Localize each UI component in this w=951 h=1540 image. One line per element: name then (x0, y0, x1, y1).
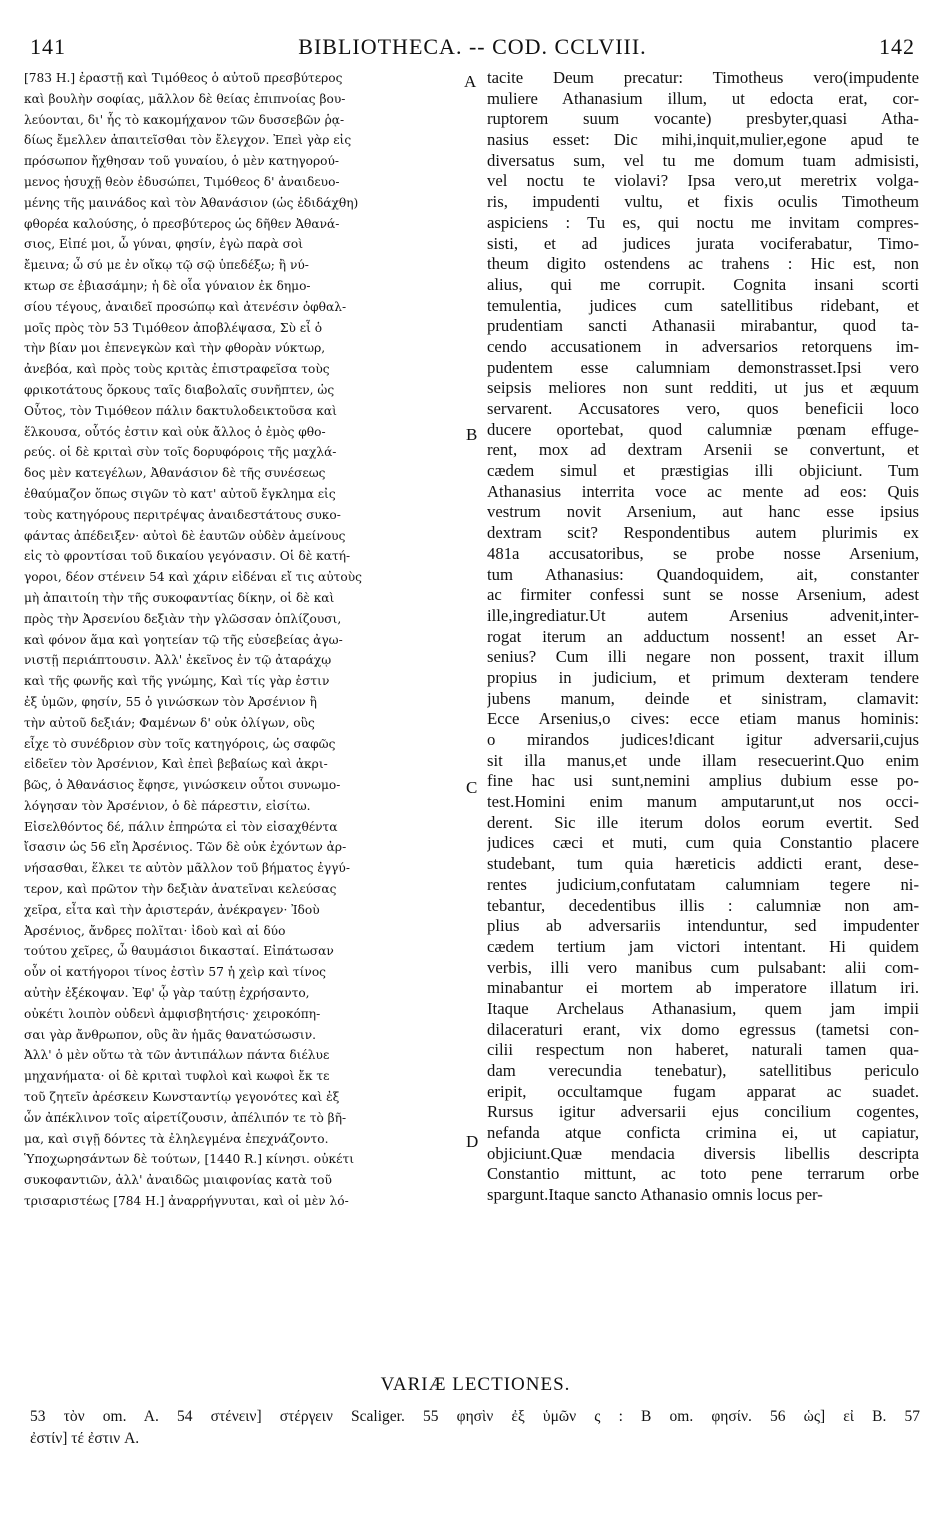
greek-text-line: μένης τῆς μαινάδος καὶ τὸν Ἀθανάσιον (ὡς ἐδιδάχθη) (24, 195, 359, 210)
latin-text-line: ris, impudenti vultu, et fixis oculis Timotheum (487, 192, 919, 212)
greek-text-line: νήσασθαι, ἕλκει τε αὐτὸν μᾶλλον τοῦ βήματος ἐγγύ- (24, 861, 350, 876)
greek-text-line: ἔμεινα; ὦ σύ με ἐν οἴκῳ τῷ σῷ ὑπεδέξω; ἢ νύ- (24, 258, 309, 273)
margin-marker-a: A (464, 72, 477, 91)
latin-text-line: temulentia, judices cum satellitibus ridebant, et (487, 295, 919, 315)
greek-text-line: πρὸς τὴν Ἀρσενίου δεξιὰν τὴν γλῶσσαν ὁπλίζουσι, (24, 611, 342, 626)
greek-text-line: Εἰσελθόντος δέ, πάλιν ἐπηρώτα εἰ τὸν εἰσαχθέντα (24, 819, 338, 834)
greek-text-line: μὴ ἀπαιτοίη τὴν τῆς συκοφαντίας δίκην, οἱ δὲ καὶ (24, 590, 335, 605)
greek-text-line: ὧν ἀπέκλινον τοῖς αἱρετίζουσιν, ἀπέλιπόν τε τὸ βῆ- (24, 1110, 347, 1125)
latin-text-line: rogat iterum an adductum nossent! an esset Ar- (487, 626, 919, 646)
latin-text-line: derent. Sic ille iterum dolos eorum evertit. Sed (487, 812, 919, 832)
latin-text-line: 481a accusatoribus, se probe nosse Arsenium, (487, 543, 919, 563)
variae-line-1: 53 τὸν om. A. 54 στένειν] στέργειν Scaliger. 55 φησὶν ἐξ ὑμῶν ς : B om. φησίν. 56 ὡς] εἰ B. 57 (30, 1408, 920, 1425)
greek-text-line: Ἀρσένιος, ἄνδρες πολῖται· ἰδοὺ καὶ αἱ δύο (24, 923, 286, 938)
greek-text-line: μηχανήματα· οἱ δὲ κριταὶ τυφλοὶ καὶ κωφοὶ ἔκ τε (24, 1069, 330, 1084)
greek-text-line: ἴσασιν ὡς 56 εἴη Ἀρσένιος. Τῶν δὲ οὐκ ἐχόντων ἀρ- (24, 840, 347, 855)
latin-text-line: fine hac usi sunt,nemini amplius dubium esse po- (487, 771, 919, 791)
latin-text-line: servarent. Accusatores vero, quos beneficii loco (487, 399, 919, 418)
latin-text-line: cilii respectum non haberet, naturali tamen qua- (487, 1040, 919, 1060)
greek-text-line: [783 H.] ἐραστῇ καὶ Τιμόθεος ὁ αὐτοῦ πρεσβύτερος (24, 71, 343, 85)
latin-text-line: sit illa manus,et unde illam resecuerint.Quo enim (487, 750, 919, 770)
greek-text-line: λεύονται, δι' ἧς τὸ κακομήχανον τῶν δυσσεβῶν ῥᾳ- (24, 112, 345, 127)
greek-text-line: τὴν βίαν μοι ἐπενεγκὼν καὶ τὴν φθορὰν νύκτωρ, (24, 341, 326, 356)
greek-text-line: καὶ τῆς φωνῆς καὶ τῆς γνώμης, Καὶ τίς γὰρ ἐστιν (24, 674, 330, 689)
page-number-left: 141 (30, 34, 66, 59)
greek-text-line: χεῖρα, εἶτα καὶ τὴν ἀριστεράν, ἀνέκραγεν· Ἰδοὺ (24, 902, 320, 917)
latin-text-line: sisti, et ad judices jurata vociferabatur, Timo- (487, 233, 919, 253)
latin-text-line: rentes judicium,confutatam calumniam tegere ni- (487, 874, 919, 894)
greek-text-line: βῶς, ὁ Ἀθανάσιος ἔφησε, γινώσκειν οὗτοι συνωμο- (24, 778, 341, 793)
variae-line-2: ἐστίν] τέ ἐστιν A. (30, 1430, 140, 1447)
greek-text-line: οὐκέτι λοιπὸν οὐδενὶ ἀμφισβητήσις· χειροκόπη- (24, 1006, 321, 1021)
greek-text-line: αὐτὴν ἐξέκοψαν. Ἐφ' ᾧ γὰρ ταύτῃ ἐχρήσαντο, (24, 986, 310, 1001)
latin-text-line: minabantur ei mortem ab imperatore illatum iri. (487, 978, 919, 998)
greek-text-line: μενος ἡσυχῇ θεὸν ἐδυσώπει, Τιμόθεος δ' ἀναιδευο- (24, 174, 340, 189)
greek-text-column (24, 68, 460, 1370)
latin-text-line: jubens manum, deinde et sinistram, clamavit: (487, 688, 919, 708)
greek-text-line: τρισαριστέως [784 H.] ἀναρρήγνυται, καὶ οἱ μὲν λό- (24, 1194, 349, 1209)
margin-marker-b: B (466, 425, 478, 444)
latin-text-line: cendo accusationem in adversarios retorquens im- (487, 336, 919, 356)
latin-text-line: aspiciens : Tu es, qui noctu me invitam compres- (487, 212, 919, 232)
variae-lectiones-heading: VARIÆ LECTIONES. (380, 1374, 571, 1395)
greek-text-line: φρικοτάτους ὅρκους ταῖς διαβολαῖς συνῆπτεν, ὡς (24, 382, 335, 397)
latin-text-line: pudentem esse calumniam demonstrasset.Ipsi vero (487, 357, 919, 377)
latin-text-line: dilaceraturi erant, vix domo egressus (tametsi con- (487, 1019, 919, 1039)
latin-text-line: propius in judicium, et primum dexteram tendere (487, 667, 919, 687)
greek-text-line: τερον, καὶ πρῶτον τὴν δεξιὰν ἀνατεῖναι κελεύσας (24, 882, 337, 897)
latin-text-line: tum Athanasius: Quandoquidem, ait, constanter (487, 564, 919, 584)
margin-marker-d: D (466, 1132, 479, 1151)
latin-text-line: o mirandos judices!dicant igitur adversarii,cujus (487, 730, 919, 749)
greek-text-line: Οὗτος, τὸν Τιμόθεον πάλιν δακτυλοδεικτοῦσα καὶ (24, 403, 337, 418)
latin-text-line: rent, mox ad dextram Arsenii se convertunt, et (487, 440, 919, 460)
latin-text-line: ac firmiter confessi sunt se nosse Arsenium, adest (487, 585, 919, 605)
greek-text-line: λόγησαν τὸν Ἀρσένιον, ὁ δὲ πάρεστιν, εἰσίτω. (24, 798, 311, 813)
greek-text-line: τοῦ ζητεῖν ἀρέσκειν Κωνσταντίῳ γεγονότες καὶ ἐξ (24, 1090, 340, 1105)
greek-text-line: Ὑποχωρησάντων δὲ τούτων, [1440 R.] κίνησι. οὐκέτι (24, 1152, 354, 1167)
greek-text-line: ἀνεβόα, καὶ πρὸς τοὺς κριτὰς ἐπιστραφεῖσα τοὺς (24, 362, 330, 377)
greek-text-line: πρόσωπον ἤχθησαν τοῦ γυναίου, ὁ μὲν κατηγορού- (24, 154, 340, 169)
greek-text-line: εἰδεῖεν τὸν Ἀρσένιον, Καὶ ἐπεὶ βεβαίως καὶ ἀκρι- (24, 757, 328, 772)
latin-text-line: studebant, tum quia hæreticis addicti erant, dese- (487, 854, 919, 874)
latin-text-line: tacite Deum precatur: Timotheus vero(impudente (487, 68, 919, 87)
greek-text-line: ἐθαύμαζον ὅπως σιγῶν τὸ κατ' αὐτοῦ ἔγκλημα εἰς (24, 486, 336, 501)
greek-text-line: τοὺς κατηγόρους περιτρέψας ἀναιδεστάτους συκο- (24, 507, 341, 522)
greek-text-line: μα, καὶ σιγῇ δόντες τὰ ἐληλεγμένα ἐπεχνάζοντο. (24, 1131, 329, 1146)
greek-text-line: καὶ βουλὴν σοφίας, μᾶλλον δὲ θείας ἐπιπνοίας βου- (24, 91, 346, 106)
latin-text-line: plius ab adversariis intenduntur, sed impudenter (487, 916, 919, 936)
greek-text-line: εἶχε τὸ συνέδριον σὺν τοῖς κατηγόροις, ὡς σαφῶς (24, 736, 336, 751)
latin-text-line: vestrum novit Arsenium, aut hanc esse ipsius (487, 502, 919, 522)
latin-text-line: vel noctu te violavi? Ipsa vero,ut meretrix volga- (487, 171, 919, 191)
latin-text-line: ducere oportebat, quod calumniæ pœnam effuge- (487, 419, 919, 439)
latin-text-line: Ecce Arsenius,o cives: ecce etiam manus hominis: (487, 709, 919, 729)
greek-text-line: καὶ φόνον ἅμα καὶ γοητείαν τῷ τῆς εὐσεβείας ἀγω- (24, 632, 343, 647)
latin-text-line: spargunt.Itaque sancto Athanasio omnis locus per- (487, 1185, 823, 1205)
latin-text-line: Constantio mittunt, ac toto pene terrarum orbe (487, 1164, 919, 1184)
latin-text-line: senius? Cum illi negare non possent, traxit illum (487, 647, 919, 667)
greek-text-line: τούτου χεῖρες, ὦ θαυμάσιοι δικασταί. Εἰπάτωσαν (24, 944, 334, 959)
greek-text-line: σιος, Εἰπέ μοι, ὦ γύναι, φησίν, ἐγὼ παρὰ σοὶ (24, 237, 304, 252)
greek-text-line: ἕλκουσα, οὗτός ἐστιν καὶ οὐκ ἄλλος ὁ ἐμὸς φθο- (24, 424, 326, 439)
latin-text-column (487, 68, 919, 1370)
greek-text-line: δος μὲν κατεγέλων, Ἀθανάσιον δὲ τῆς συνέσεως (24, 466, 326, 481)
greek-text-line: εἰς τὸ φροντίσαι τοῦ δικαίου γεγόνασιν. Οἱ δὲ κατή- (24, 549, 351, 564)
latin-text-line: cædem tertium jam victori intentant. Hi quidem (487, 936, 919, 956)
greek-text-line: Ἀλλ' ὁ μὲν οὕτω τὰ τῶν ἀντιπάλων πάντα διέλυε (24, 1048, 330, 1063)
latin-text-line: theum digito ostendens ac trahens : Hic est, non (487, 254, 919, 274)
greek-text-line: ρεύς. οἱ δὲ κριταὶ σὺν τοῖς δορυφόροις τῆς μαχλά- (24, 445, 337, 460)
latin-text-line: dextram scit? Respondentibus autem plurimis ex (487, 523, 919, 543)
latin-text-line: eripit, occultamque fugam apparat ac suadet. (487, 1081, 919, 1101)
greek-text-line: νιστῇ περιάπτουσιν. Ἀλλ' ἐκεῖνος ἐν τῷ ἀταράχῳ (24, 653, 332, 668)
greek-text-line: γοροι, δέον στένειν 54 καὶ χάριν εἰδέναι εἴ τις αὐτοὺς (24, 570, 362, 585)
latin-text-line: tebantur, decedentibus illis : calumniæ non am- (487, 895, 919, 915)
latin-text-line: dam verecundia tenebatur), satellitibus periculo (487, 1061, 919, 1080)
greek-text-line: σίου τέγους, ἀναιδεῖ προσώπῳ καὶ ἀτενέσιν ὀφθαλ- (24, 299, 347, 314)
greek-text-line: φθορέα καλούσης, ὁ πρεσβύτερος ὡς δῆθεν Ἀθανά- (24, 216, 340, 231)
latin-text-line: seipsis meliores non sunt redditi, ut jus et æquum (487, 378, 919, 398)
latin-text-line: nasius esset: Dic mihi,inquit,mulier,egone apud te (487, 130, 919, 150)
greek-text-line: οὖν οἱ κατήγοροι τίνος ἐστὶν 57 ἡ χεὶρ καὶ τίνος (24, 965, 326, 980)
latin-text-line: test.Homini enim manum amputarunt,ut nos occi- (487, 792, 919, 812)
latin-text-line: nefanda atque conficta crimina ei, ut capiatur, (487, 1123, 919, 1143)
greek-text-line: ἐξ ὑμῶν, φησίν, 55 ὁ γινώσκων τὸν Ἀρσένιον ἢ (24, 694, 317, 709)
greek-text-line: μοῖς πρὸς τὸν 53 Τιμόθεον ἀποβλέψασα, Σὺ εἶ ὁ (24, 320, 323, 335)
latin-text-line: alius, qui me corrupit. Cognita insani scorti (487, 274, 919, 294)
page-number-right: 142 (879, 34, 915, 59)
latin-text-line: verbis, illi vero manibus cum pulsabant: alii com- (487, 957, 919, 977)
greek-text-line: τὴν αὐτοῦ δεξιάν; Φαμένων δ' οὐκ ὀλίγων, οὓς (24, 715, 315, 730)
greek-text-line: συκοφαντιῶν, ἀλλ' ἀναιδῶς μιαιφονίας κατὰ τοῦ (24, 1173, 332, 1188)
latin-text-line: muliere Athanasium illum, ut edocta erat, cor- (487, 88, 919, 108)
latin-text-line: diversatus sum, vel tu me domum tuam admisisti, (487, 150, 919, 170)
greek-text-line: κτωρ σε ἐβιασάμην; ἡ δὲ οἷα γύναιον ἐκ δημο- (24, 278, 311, 293)
running-title: BIBLIOTHECA. -- COD. CCLVIII. (298, 34, 647, 59)
greek-text-line: φάντας ἀπέδειξεν· αὐτοὶ δὲ ἑαυτῶν οὐδὲν ἀμείνους (24, 528, 346, 543)
running-header (30, 30, 915, 64)
latin-text-line: ruptorem suum vocante) presbyter,quasi Atha- (487, 109, 919, 129)
margin-marker-c: C (466, 778, 478, 797)
latin-text-line: ille,ingrediatur.Ut autem Arsenius advenit,inter- (487, 605, 919, 625)
latin-text-line: objiciunt.Quæ mendacia diversis libellis descripta (487, 1143, 919, 1163)
latin-text-line: Itaque Archelaus Athanasium, quem jam impii (487, 998, 919, 1018)
latin-text-line: Rursus igitur adversarii ejus concilium cogentes, (487, 1102, 919, 1122)
greek-text-line: σαι γὰρ ἄνθρωπον, οὓς ἂν ἡμᾶς θανατώσωσιν. (24, 1027, 316, 1042)
greek-text-line: δίως ἔμελλεν ἀπαιτεῖσθαι τὸν ἔλεγχον. Ἐπεὶ γὰρ εἰς (24, 133, 352, 148)
latin-text-line: cædem simul et præstigias illi objiciunt. Tum (487, 461, 919, 481)
latin-text-line: judices cæci et muti, cum quia Constantio placere (487, 833, 919, 853)
latin-text-line: prudentiam sancti Athanasii mirabantur, quod ta- (487, 316, 919, 336)
latin-text-line: Athanasius interrita voce ac mente ad eos: Quis (487, 481, 919, 501)
